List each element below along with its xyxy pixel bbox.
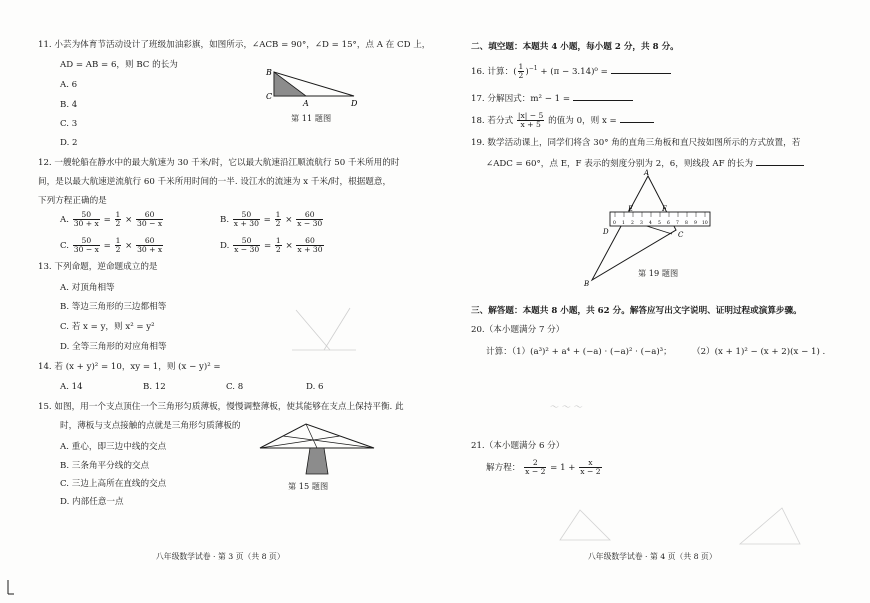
q13-option-a: A. 对顶角相等 — [60, 283, 115, 293]
q19-label-a: A — [644, 169, 650, 177]
q11-triangle-figure — [262, 66, 367, 108]
q15-option-a: A. 重心，即三边中线的交点 — [60, 442, 167, 452]
q11-option-c: C. 3 — [60, 119, 78, 129]
q19-answer-blank[interactable] — [756, 157, 804, 166]
q15-stem-line1: 15. 如图，用一个支点顶住一个三角形匀质薄板，慢慢调整薄板，使其能够在支点上保持平衡. 此 — [38, 402, 404, 412]
ruler-tick-5: 5 — [658, 221, 661, 226]
q11-option-d: D. 2 — [60, 138, 78, 148]
q19-label-f: F — [662, 205, 667, 213]
right-page-footer: 八年级数学试卷 · 第 4 页（共 8 页） — [588, 552, 717, 561]
q14-option-b: B. 12 — [143, 382, 166, 392]
ruler-tick-9: 9 — [694, 221, 697, 226]
q13-option-d: D. 全等三角形的对应角相等 — [60, 342, 167, 352]
ruler-tick-10: 10 — [702, 221, 708, 226]
ruler-tick-6: 6 — [667, 221, 670, 226]
q11-label-d: D — [351, 99, 358, 108]
q14-option-d: D. 6 — [306, 382, 324, 392]
ruler-tick-0: 0 — [613, 221, 616, 226]
q14-option-a: A. 14 — [60, 382, 83, 392]
bleed-through-triangles — [550, 500, 810, 550]
ruler-tick-3: 3 — [640, 221, 643, 226]
q19-stem-line1: 19. 数学活动课上，同学们将含 30° 角的直角三角板和直尺按如图所示的方式放置，若 — [471, 138, 801, 148]
q11-stem-line1: 11. 小芸为体育节活动设计了班级加油彩旗，如图所示，∠ACB = 90°，∠D = 15°，点 A 在 CD 上， — [38, 40, 431, 50]
q13-option-b: B. 等边三角形的三边都相等 — [60, 302, 167, 312]
q15-option-c: C. 三边上高所在直线的交点 — [60, 479, 167, 489]
q19-stem-line2: ∠ADC = 60°，点 E，F 表示的刻度分别为 2，6，则线段 AF 的长为 — [486, 157, 804, 170]
q19-label-d: D — [603, 228, 609, 236]
q14-option-c: C. 8 — [226, 382, 244, 392]
q19-figure-caption: 第 19 题图 — [638, 268, 679, 278]
q15-stem-line2: 时，薄板与支点接触的点就是三角形匀质薄板的 — [60, 421, 241, 431]
q12-stem-line2: 间，是以最大航速逆流航行 60 千米所用时间的一半. 设江水的流速为 x 千米/时，根据题意， — [38, 177, 392, 187]
q12-option-a: A. $\frac{50}{30 + x}$ = $\frac{1}{2}$ × $\frac{60}{30 - x}$ — [60, 210, 163, 228]
q16-answer-blank[interactable] — [611, 65, 671, 74]
crop-mark — [6, 580, 16, 598]
ruler-tick-7: 7 — [676, 221, 679, 226]
ruler-tick-4: 4 — [649, 221, 652, 226]
q12-option-d: D. $\frac{50}{x - 30}$ = $\frac{1}{2}$ × $\frac{60}{x + 30}$ — [220, 236, 323, 254]
q11-label-c: C — [266, 92, 273, 101]
q21-header: 21.（本小题满分 6 分） — [471, 441, 565, 451]
q16-line: 16. 计算：( $\frac{1}{2}$ )$^{-1}$ + (π − 3.14)⁰ = — [471, 61, 671, 80]
q17-answer-blank[interactable] — [573, 92, 633, 101]
q13-option-c: C. 若 x = y，则 x² = y² — [60, 322, 155, 332]
q15-figure-caption: 第 15 题图 — [288, 481, 329, 491]
q11-figure-caption: 第 11 题图 — [291, 113, 332, 123]
bleed-through-text: 〜 〜 〜 — [550, 403, 583, 413]
q18-line: 18. 若分式 $\frac{|x| - 5}{x + 5}$ 的值为 0，则 x = — [471, 112, 654, 129]
q15-option-b: B. 三条角平分线的交点 — [60, 461, 150, 471]
right-page — [450, 0, 870, 603]
q15-option-d: D. 内部任意一点 — [60, 497, 124, 507]
q20-part2: （2）(x + 1)² − (x + 2)(x − 1) . — [692, 347, 826, 357]
q12-stem-line1: 12. 一艘轮船在静水中的最大航速为 30 千米/时，它以最大航速沿江顺流航行 50 千米所用的时 — [38, 158, 400, 168]
q14-stem: 14. 若 (x + y)² = 10，xy = 1，则 (x − y)² = — [38, 362, 221, 372]
q19-label-e: E — [628, 205, 634, 213]
q12-option-b: B. $\frac{50}{x + 30}$ = $\frac{1}{2}$ × $\frac{60}{x - 30}$ — [220, 210, 323, 228]
q20-part1: 计算：（1）(a³)² + a⁴ + (−a) · (−a)² · (−a)³； — [486, 347, 672, 357]
q19-label-c: C — [678, 231, 684, 239]
q20-header: 20.（本小题满分 7 分） — [471, 325, 565, 335]
ruler-tick-2: 2 — [631, 221, 634, 226]
q12-stem-line3: 下列方程正确的是 — [38, 196, 107, 206]
ruler-tick-8: 8 — [685, 221, 688, 226]
section2-title: 二、填空题：本题共 4 小题，每小题 2 分，共 8 分。 — [471, 42, 679, 52]
q12-option-c: C. $\frac{50}{30 - x}$ = $\frac{1}{2}$ × $\frac{60}{30 + x}$ — [60, 236, 163, 254]
q11-stem-line2: AD = AB = 6，则 BC 的长为 — [60, 60, 178, 70]
bleed-through-sketch — [290, 300, 360, 360]
left-page-footer: 八年级数学试卷 · 第 3 页（共 8 页） — [156, 552, 285, 561]
q21-equation: 解方程： $\frac{2}{x - 2}$ = 1 + $\frac{x}{x - 2}$ — [486, 458, 601, 476]
ruler-tick-1: 1 — [622, 221, 625, 226]
q11-label-b: B — [266, 68, 272, 77]
q18-answer-blank[interactable] — [620, 114, 654, 123]
q13-stem: 13. 下列命题，逆命题成立的是 — [38, 262, 158, 272]
section3-title: 三、解答题：本题共 8 小题，共 62 分。解答应写出文字说明、证明过程或演算步骤。 — [471, 306, 802, 316]
q11-option-b: B. 4 — [60, 100, 78, 110]
q15-balance-figure — [258, 418, 378, 480]
q11-label-a: A — [303, 99, 309, 108]
q17-line: 17. 分解因式：m² − 1 = — [471, 92, 633, 105]
q19-label-b: B — [584, 280, 590, 288]
q11-option-a: A. 6 — [60, 80, 78, 90]
